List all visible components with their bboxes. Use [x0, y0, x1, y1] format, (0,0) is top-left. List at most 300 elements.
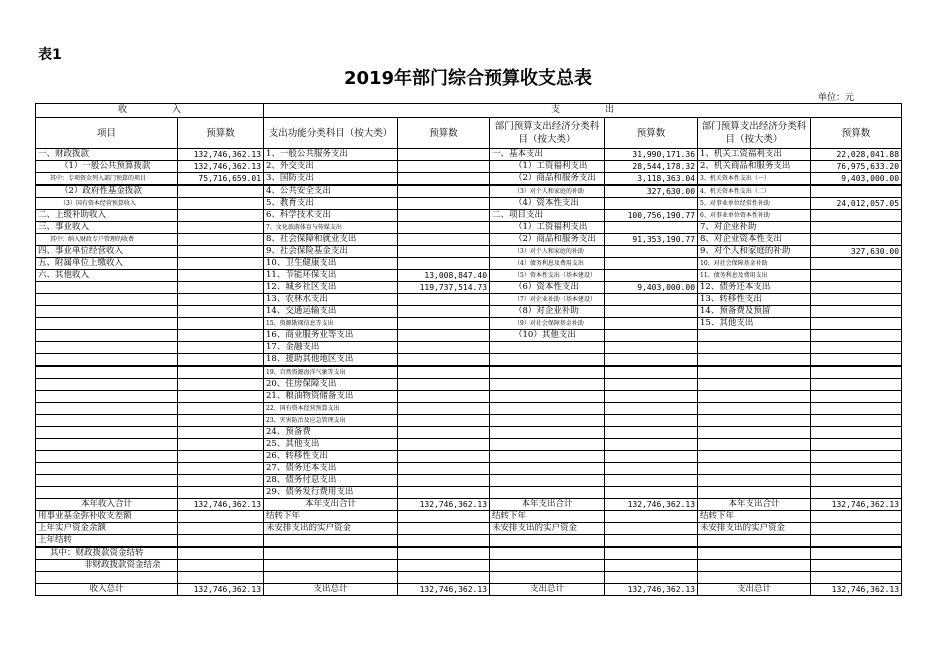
item-cell[interactable]: [36, 451, 178, 463]
item-cell[interactable]: [36, 427, 178, 439]
item-cell[interactable]: [490, 342, 605, 354]
amount-cell[interactable]: [605, 294, 698, 306]
amount-cell[interactable]: [178, 391, 264, 403]
item-cell[interactable]: 支出总计: [264, 584, 398, 596]
item-cell[interactable]: 18、援助其他地区支出: [264, 354, 398, 367]
amount-cell[interactable]: [811, 379, 902, 391]
amount-cell[interactable]: [398, 415, 490, 427]
item-cell[interactable]: [36, 366, 178, 379]
item-cell[interactable]: 17、金融支出: [264, 342, 398, 354]
amount-cell[interactable]: [605, 198, 698, 210]
amount-cell[interactable]: [398, 523, 490, 535]
item-cell[interactable]: [36, 379, 178, 391]
item-cell[interactable]: 15、资源勘探信息等支出: [264, 318, 398, 330]
item-cell[interactable]: （3）对个人和家庭的补助: [490, 185, 605, 198]
amount-cell[interactable]: [811, 427, 902, 439]
amount-cell[interactable]: [178, 439, 264, 451]
amount-cell[interactable]: [178, 451, 264, 463]
item-cell[interactable]: [36, 330, 178, 342]
amount-cell[interactable]: [398, 306, 490, 318]
item-cell[interactable]: 10、卫生健康支出: [264, 258, 398, 270]
amount-cell[interactable]: [811, 439, 902, 451]
amount-cell[interactable]: [811, 330, 902, 342]
amount-cell[interactable]: [398, 487, 490, 499]
amount-cell[interactable]: 132,746,362.13: [178, 499, 264, 511]
amount-cell[interactable]: [811, 487, 902, 499]
item-cell[interactable]: （7）对企业补助（基本建设）: [490, 294, 605, 306]
amount-cell[interactable]: [398, 318, 490, 330]
item-cell[interactable]: 13、转移性支出: [698, 294, 811, 306]
amount-cell[interactable]: [178, 403, 264, 415]
item-cell[interactable]: 结转下年: [264, 511, 398, 523]
amount-cell[interactable]: [178, 258, 264, 270]
item-cell[interactable]: 9、社会保险基金支出: [264, 246, 398, 258]
amount-cell[interactable]: [605, 222, 698, 234]
item-cell[interactable]: 3、国防支出: [264, 173, 398, 186]
item-cell[interactable]: [698, 379, 811, 391]
item-cell[interactable]: [698, 403, 811, 415]
amount-cell[interactable]: [605, 366, 698, 379]
amount-cell[interactable]: [811, 282, 902, 294]
amount-cell[interactable]: [605, 475, 698, 487]
amount-cell[interactable]: [811, 560, 902, 572]
amount-cell[interactable]: [811, 403, 902, 415]
item-cell[interactable]: （2）商品和服务支出: [490, 173, 605, 186]
amount-cell[interactable]: [811, 572, 902, 584]
amount-cell[interactable]: [605, 258, 698, 270]
amount-cell[interactable]: [605, 463, 698, 475]
item-cell[interactable]: （1）一般公共预算拨款: [36, 161, 178, 173]
item-cell[interactable]: [36, 294, 178, 306]
item-cell[interactable]: [698, 330, 811, 342]
summary-row: [36, 572, 902, 584]
item-cell[interactable]: [698, 415, 811, 427]
amount-cell[interactable]: [605, 318, 698, 330]
item-cell[interactable]: 16、商业服务业等支出: [264, 330, 398, 342]
amount-cell[interactable]: 132,746,362.13: [178, 584, 264, 596]
item-cell[interactable]: [698, 427, 811, 439]
item-cell[interactable]: 28、债务付息支出: [264, 475, 398, 487]
item-cell[interactable]: [490, 487, 605, 499]
item-cell[interactable]: [490, 415, 605, 427]
item-cell[interactable]: [490, 463, 605, 475]
item-cell[interactable]: （2）商品和服务支出: [490, 234, 605, 246]
item-cell[interactable]: 结转下年: [490, 511, 605, 523]
item-cell[interactable]: （2）政府性基金拨款: [36, 185, 178, 198]
item-cell[interactable]: [36, 306, 178, 318]
item-cell[interactable]: 5、对事业单位经常性补助: [698, 198, 811, 210]
amount-cell[interactable]: [811, 185, 902, 198]
amount-cell[interactable]: [398, 391, 490, 403]
amount-cell[interactable]: [811, 511, 902, 523]
item-cell[interactable]: （3）国有资本经营预算收入: [36, 198, 178, 210]
item-cell[interactable]: 2、机关商品和服务支出: [698, 161, 811, 173]
amount-cell[interactable]: [178, 222, 264, 234]
item-cell[interactable]: 4、公共安全支出: [264, 185, 398, 198]
item-cell[interactable]: 5、教育支出: [264, 198, 398, 210]
item-cell[interactable]: [36, 415, 178, 427]
amount-cell[interactable]: [178, 547, 264, 560]
item-cell[interactable]: （1）工资福利支出: [490, 161, 605, 173]
item-cell[interactable]: 2、外交支出: [264, 161, 398, 173]
amount-cell[interactable]: [811, 415, 902, 427]
item-cell[interactable]: [36, 391, 178, 403]
item-cell[interactable]: 本年收入合计: [36, 499, 178, 511]
amount-cell[interactable]: 132,746,362.13: [398, 584, 490, 596]
amount-cell[interactable]: [178, 523, 264, 535]
item-cell[interactable]: 用事业基金弥补收支差额: [36, 511, 178, 523]
item-cell[interactable]: 27、债务还本支出: [264, 463, 398, 475]
amount-cell[interactable]: [398, 149, 490, 161]
item-cell[interactable]: 支出总计: [490, 584, 605, 596]
item-cell[interactable]: （4）资本性支出: [490, 198, 605, 210]
amount-cell[interactable]: [178, 294, 264, 306]
item-cell[interactable]: 14、交通运输支出: [264, 306, 398, 318]
amount-cell[interactable]: [178, 572, 264, 584]
amount-cell[interactable]: [398, 342, 490, 354]
amount-cell[interactable]: [605, 572, 698, 584]
amount-cell[interactable]: [398, 210, 490, 222]
item-cell[interactable]: 22、国有资本经营预算支出: [264, 403, 398, 415]
amount-cell[interactable]: [398, 222, 490, 234]
amount-cell[interactable]: [398, 572, 490, 584]
item-cell[interactable]: [490, 547, 605, 560]
item-cell[interactable]: 19、自然资源海洋气象等支出: [264, 366, 398, 379]
amount-cell[interactable]: [811, 342, 902, 354]
item-cell[interactable]: 未安排支出的实户资金: [490, 523, 605, 535]
amount-cell[interactable]: [605, 246, 698, 258]
amount-cell[interactable]: [178, 354, 264, 367]
amount-cell[interactable]: [605, 391, 698, 403]
amount-cell[interactable]: 22,028,041.88: [811, 149, 902, 161]
item-cell[interactable]: [490, 475, 605, 487]
amount-cell[interactable]: [605, 342, 698, 354]
amount-cell[interactable]: [605, 354, 698, 367]
item-cell[interactable]: [36, 463, 178, 475]
amount-cell[interactable]: [398, 439, 490, 451]
amount-cell[interactable]: [398, 246, 490, 258]
item-cell[interactable]: [490, 366, 605, 379]
amount-cell[interactable]: 132,746,362.13: [811, 499, 902, 511]
amount-cell[interactable]: [178, 511, 264, 523]
amount-cell[interactable]: 132,746,362.13: [178, 161, 264, 173]
amount-cell[interactable]: [811, 294, 902, 306]
amount-cell[interactable]: [605, 330, 698, 342]
amount-cell[interactable]: 119,737,514.73: [398, 282, 490, 294]
amount-cell[interactable]: [178, 487, 264, 499]
item-cell[interactable]: 三、事业收入: [36, 222, 178, 234]
item-cell[interactable]: [36, 487, 178, 499]
table-row: [36, 342, 902, 354]
amount-cell[interactable]: [811, 258, 902, 270]
amount-cell[interactable]: [398, 560, 490, 572]
amount-cell[interactable]: [398, 330, 490, 342]
item-cell[interactable]: [36, 439, 178, 451]
amount-cell[interactable]: [605, 427, 698, 439]
amount-cell[interactable]: [178, 463, 264, 475]
amount-cell[interactable]: [811, 306, 902, 318]
item-cell[interactable]: [698, 547, 811, 560]
item-cell[interactable]: [490, 354, 605, 367]
amount-cell[interactable]: [178, 330, 264, 342]
item-cell[interactable]: [490, 451, 605, 463]
item-cell[interactable]: [36, 354, 178, 367]
amount-cell[interactable]: [811, 354, 902, 367]
amount-cell[interactable]: [178, 342, 264, 354]
amount-cell[interactable]: [605, 560, 698, 572]
item-cell[interactable]: 15、其他支出: [698, 318, 811, 330]
amount-cell[interactable]: [398, 258, 490, 270]
item-cell[interactable]: （5）资本性支出（基本建设）: [490, 270, 605, 282]
item-cell[interactable]: [490, 403, 605, 415]
amount-cell[interactable]: [605, 403, 698, 415]
amount-cell[interactable]: 132,746,362.13: [605, 499, 698, 511]
amount-cell[interactable]: [811, 391, 902, 403]
amount-cell[interactable]: [811, 222, 902, 234]
item-cell[interactable]: [264, 572, 398, 584]
amount-cell[interactable]: [811, 535, 902, 548]
item-cell[interactable]: [698, 475, 811, 487]
amount-cell[interactable]: [398, 403, 490, 415]
item-cell[interactable]: [264, 547, 398, 560]
amount-cell[interactable]: [398, 173, 490, 186]
amount-cell[interactable]: 9,403,000.00: [605, 282, 698, 294]
amount-cell[interactable]: [398, 161, 490, 173]
amount-cell[interactable]: [605, 270, 698, 282]
amount-cell[interactable]: [178, 379, 264, 391]
amount-cell[interactable]: [398, 366, 490, 379]
item-cell[interactable]: 非财政拨款资金结余: [36, 560, 178, 572]
item-cell[interactable]: 本年支出合计: [264, 499, 398, 511]
item-cell[interactable]: [698, 535, 811, 548]
item-cell[interactable]: [698, 439, 811, 451]
amount-cell[interactable]: [398, 234, 490, 246]
amount-cell[interactable]: [178, 535, 264, 548]
amount-cell[interactable]: [178, 185, 264, 198]
item-cell[interactable]: （4）债务利息及费用支出: [490, 258, 605, 270]
amount-cell[interactable]: [398, 354, 490, 367]
amount-cell[interactable]: [811, 210, 902, 222]
item-cell[interactable]: [698, 487, 811, 499]
item-cell[interactable]: 四、事业单位经营收入: [36, 246, 178, 258]
amount-cell[interactable]: [178, 246, 264, 258]
amount-cell[interactable]: 31,990,171.36: [605, 149, 698, 161]
amount-cell[interactable]: 327,630.00: [811, 246, 902, 258]
amount-cell[interactable]: [178, 318, 264, 330]
amount-cell[interactable]: 24,012,057.05: [811, 198, 902, 210]
item-cell[interactable]: （8）对企业补助: [490, 306, 605, 318]
summary-row: [36, 560, 902, 572]
item-cell[interactable]: 本年支出合计: [698, 499, 811, 511]
item-cell[interactable]: 支出总计: [698, 584, 811, 596]
item-cell[interactable]: [490, 439, 605, 451]
amount-cell[interactable]: 75,716,659.01: [178, 173, 264, 186]
amount-cell[interactable]: 91,353,190.77: [605, 234, 698, 246]
item-cell[interactable]: 上年结转: [36, 535, 178, 548]
item-cell[interactable]: [36, 342, 178, 354]
item-cell[interactable]: 12、城乡社区支出: [264, 282, 398, 294]
amount-cell[interactable]: [178, 415, 264, 427]
amount-cell[interactable]: [605, 451, 698, 463]
item-cell[interactable]: [36, 318, 178, 330]
amount-cell[interactable]: [811, 270, 902, 282]
amount-cell[interactable]: [605, 439, 698, 451]
item-cell[interactable]: [698, 354, 811, 367]
amount-cell[interactable]: 327,630.00: [605, 185, 698, 198]
amount-cell[interactable]: [811, 234, 902, 246]
item-cell[interactable]: 21、粮油物资储备支出: [264, 391, 398, 403]
item-cell[interactable]: 五、附属单位上缴收入: [36, 258, 178, 270]
item-cell[interactable]: 25、其他支出: [264, 439, 398, 451]
item-cell[interactable]: [490, 391, 605, 403]
item-cell[interactable]: 其中：纳入财政专户管理的收费: [36, 234, 178, 246]
amount-cell[interactable]: [178, 366, 264, 379]
amount-cell[interactable]: [811, 475, 902, 487]
item-cell[interactable]: [698, 560, 811, 572]
item-cell[interactable]: 未安排支出的实户资金: [698, 523, 811, 535]
item-cell[interactable]: 其中：财政拨款资金结转: [36, 547, 178, 560]
item-cell[interactable]: [698, 342, 811, 354]
amount-cell[interactable]: [178, 234, 264, 246]
amount-cell[interactable]: [178, 427, 264, 439]
amount-cell[interactable]: 132,746,362.13: [398, 499, 490, 511]
item-cell[interactable]: 一、财政拨款: [36, 149, 178, 161]
item-cell[interactable]: 14、预备费及预留: [698, 306, 811, 318]
amount-cell[interactable]: [178, 282, 264, 294]
item-cell[interactable]: 9、对个人和家庭的补助: [698, 246, 811, 258]
item-cell[interactable]: [490, 427, 605, 439]
amount-cell[interactable]: [398, 463, 490, 475]
item-cell[interactable]: 六、其他收入: [36, 270, 178, 282]
amount-cell[interactable]: [178, 560, 264, 572]
item-cell[interactable]: [698, 451, 811, 463]
item-cell[interactable]: [490, 572, 605, 584]
item-cell[interactable]: （1）工资福利支出: [490, 222, 605, 234]
amount-cell[interactable]: 100,756,190.77: [605, 210, 698, 222]
item-cell[interactable]: [36, 475, 178, 487]
item-cell[interactable]: （10）其他支出: [490, 330, 605, 342]
item-cell[interactable]: 4、机关资本性支出（二）: [698, 185, 811, 198]
item-cell[interactable]: （3）对个人和家庭的补助: [490, 246, 605, 258]
item-cell[interactable]: 24、预备费: [264, 427, 398, 439]
amount-cell[interactable]: [398, 427, 490, 439]
item-cell[interactable]: 上年实户资金余额: [36, 523, 178, 535]
item-cell[interactable]: [490, 379, 605, 391]
item-cell[interactable]: （9）对社会保障基金补助: [490, 318, 605, 330]
column-header: 支出功能分类科目（按大类）: [264, 118, 398, 149]
item-cell[interactable]: 6、对事业单位资本性补助: [698, 210, 811, 222]
item-cell[interactable]: 1、机关工资福利支出: [698, 149, 811, 161]
item-cell[interactable]: [698, 463, 811, 475]
amount-cell[interactable]: [605, 415, 698, 427]
item-cell[interactable]: [490, 560, 605, 572]
amount-cell[interactable]: [398, 198, 490, 210]
amount-cell[interactable]: 132,746,362.13: [811, 584, 902, 596]
amount-cell[interactable]: [605, 511, 698, 523]
item-cell[interactable]: 二、上级补助收入: [36, 210, 178, 222]
amount-cell[interactable]: [605, 379, 698, 391]
item-cell[interactable]: 11、债务利息及费用支出: [698, 270, 811, 282]
item-cell[interactable]: [264, 560, 398, 572]
amount-cell[interactable]: [178, 210, 264, 222]
amount-cell[interactable]: [398, 379, 490, 391]
amount-cell[interactable]: [398, 511, 490, 523]
item-cell[interactable]: 8、社会保障和就业支出: [264, 234, 398, 246]
item-cell[interactable]: [36, 403, 178, 415]
item-cell[interactable]: 3、机关资本性支出（一）: [698, 173, 811, 186]
item-cell[interactable]: [698, 391, 811, 403]
amount-cell[interactable]: 28,544,178.32: [605, 161, 698, 173]
amount-cell[interactable]: [605, 306, 698, 318]
amount-cell[interactable]: [398, 547, 490, 560]
item-cell[interactable]: 26、转移性支出: [264, 451, 398, 463]
item-cell[interactable]: （6）资本性支出: [490, 282, 605, 294]
item-cell[interactable]: 13、农林水支出: [264, 294, 398, 306]
item-cell[interactable]: 6、科学技术支出: [264, 210, 398, 222]
amount-cell[interactable]: [605, 523, 698, 535]
amount-cell[interactable]: [811, 366, 902, 379]
item-cell[interactable]: 23、灾害防治及应急管理支出: [264, 415, 398, 427]
item-cell[interactable]: 7、对企业补助: [698, 222, 811, 234]
item-cell[interactable]: [698, 366, 811, 379]
item-cell[interactable]: 本年支出合计: [490, 499, 605, 511]
item-cell[interactable]: 29、债务发行费用支出: [264, 487, 398, 499]
amount-cell[interactable]: 3,118,363.04: [605, 173, 698, 186]
amount-cell[interactable]: [811, 547, 902, 560]
item-cell[interactable]: [490, 535, 605, 548]
item-cell[interactable]: 一、基本支出: [490, 149, 605, 161]
item-cell[interactable]: 20、住房保障支出: [264, 379, 398, 391]
amount-cell[interactable]: [178, 306, 264, 318]
item-cell[interactable]: 收入总计: [36, 584, 178, 596]
amount-cell[interactable]: [811, 523, 902, 535]
amount-cell[interactable]: 132,746,362.13: [178, 149, 264, 161]
amount-cell[interactable]: [178, 475, 264, 487]
amount-cell[interactable]: [398, 451, 490, 463]
amount-cell[interactable]: [811, 451, 902, 463]
amount-cell[interactable]: 76,975,633.20: [811, 161, 902, 173]
amount-cell[interactable]: [605, 547, 698, 560]
amount-cell[interactable]: [605, 535, 698, 548]
amount-cell[interactable]: [811, 318, 902, 330]
amount-cell[interactable]: [398, 535, 490, 548]
amount-cell[interactable]: [605, 487, 698, 499]
amount-cell[interactable]: [398, 294, 490, 306]
item-cell[interactable]: 7、文化旅游体育与传媒支出: [264, 222, 398, 234]
item-cell[interactable]: 结转下年: [698, 511, 811, 523]
amount-cell[interactable]: [811, 463, 902, 475]
item-cell[interactable]: 二、项目支出: [490, 210, 605, 222]
amount-cell[interactable]: 9,403,000.00: [811, 173, 902, 186]
item-cell[interactable]: [36, 572, 178, 584]
amount-cell[interactable]: [398, 185, 490, 198]
amount-cell[interactable]: 13,008,847.40: [398, 270, 490, 282]
item-cell[interactable]: 1、一般公共服务支出: [264, 149, 398, 161]
item-cell[interactable]: 11、节能环保支出: [264, 270, 398, 282]
amount-cell[interactable]: [398, 475, 490, 487]
item-cell[interactable]: 8、对企业资本性支出: [698, 234, 811, 246]
item-cell[interactable]: 其中：专项资金列入部门预算的项目: [36, 173, 178, 186]
item-cell[interactable]: [36, 282, 178, 294]
item-cell[interactable]: 未安排支出的实户资金: [264, 523, 398, 535]
item-cell[interactable]: [264, 535, 398, 548]
item-cell[interactable]: [698, 572, 811, 584]
amount-cell[interactable]: [178, 270, 264, 282]
amount-cell[interactable]: 132,746,362.13: [605, 584, 698, 596]
item-cell[interactable]: 10、对社会保障基金补助: [698, 258, 811, 270]
item-cell[interactable]: 12、债务还本支出: [698, 282, 811, 294]
amount-cell[interactable]: [178, 198, 264, 210]
